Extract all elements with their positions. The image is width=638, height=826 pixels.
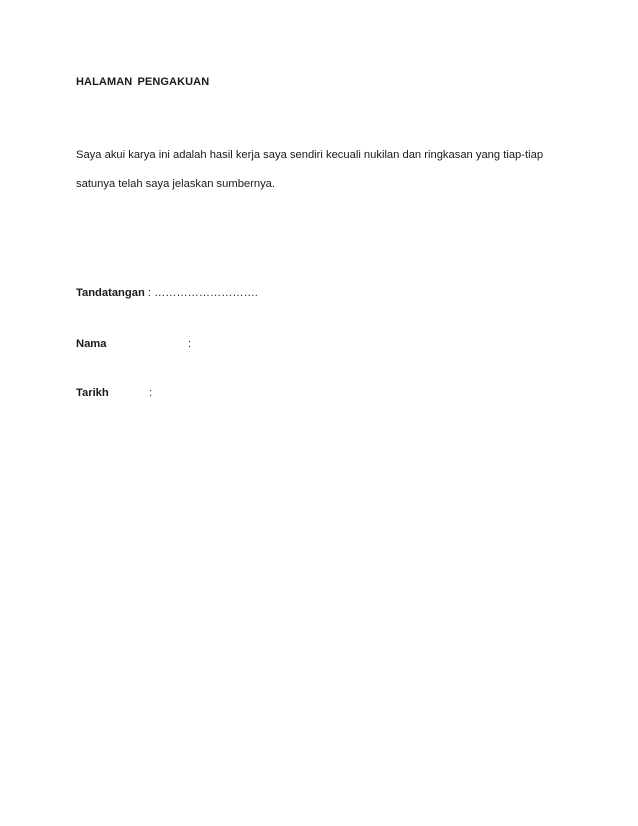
signature-label: Tandatangan xyxy=(76,287,145,299)
date-field xyxy=(76,387,153,399)
signature-dotted-line: : ………………………. xyxy=(144,287,258,299)
date-label: Tarikh xyxy=(76,387,109,399)
name-colon: : xyxy=(188,338,192,350)
declaration-text-line-1: Saya akui karya ini adalah hasil kerja saya sendiri kecuali nukilan dan ringkasan yang tiap-tiap xyxy=(76,149,544,161)
name-field xyxy=(76,338,192,350)
page-title: HALAMAN PENGAKUAN xyxy=(76,76,210,88)
declaration-text-line-2: satunya telah saya jelaskan sumbernya. xyxy=(76,178,276,190)
signature-field xyxy=(76,287,258,299)
date-colon: : xyxy=(149,387,153,399)
name-label: Nama xyxy=(76,338,107,350)
